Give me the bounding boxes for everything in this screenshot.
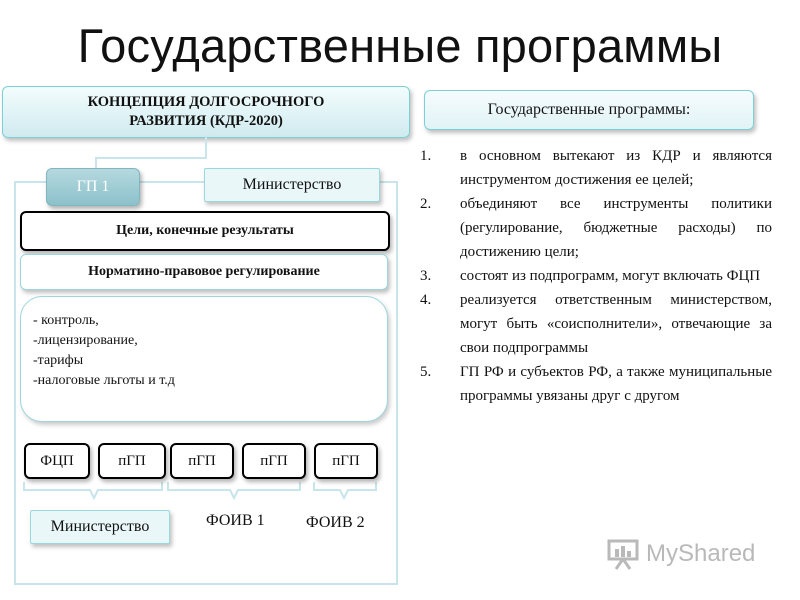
tools-item: -налоговые льготы и т.д (33, 373, 175, 388)
subprogram-fcp: ФЦП (24, 443, 90, 479)
point-text: объединяют все инструменты политики (регулирование, бюджетные расходы) по достижению цели; (460, 196, 772, 260)
subprogram-pgp-1: пГП (98, 443, 166, 479)
concept-line-2: РАЗВИТИЯ (КДР-2020) (129, 113, 283, 129)
ministry-bottom-label: Министерство (30, 510, 170, 544)
foiv-2-label: ФОИВ 2 (306, 514, 365, 531)
concept-connector (96, 136, 206, 168)
tools-list (33, 311, 175, 391)
goals-box: Цели, конечные результаты (20, 211, 390, 251)
tools-box (20, 296, 388, 422)
watermark (606, 536, 755, 572)
point-text: ГП РФ и субъектов РФ, а также муниципальные программы увязаны друг с другом (460, 364, 772, 404)
tools-item: - контроль, (33, 313, 99, 328)
point-text: в основном вытекают из КДР и являются инструментом достижения ее целей; (460, 148, 772, 188)
point-number: 2. (420, 196, 432, 212)
point-item (420, 360, 772, 408)
point-item (420, 192, 772, 264)
gp-header-box: Государственные программы: (424, 90, 754, 130)
normative-box: Норматино-правовое регулирование (20, 254, 388, 290)
concept-line-1: КОНЦЕПЦИЯ ДОЛГОСРОЧНОГО (87, 94, 325, 110)
slide-title: Государственные программы (77, 19, 723, 72)
foiv-1-label: ФОИВ 1 (206, 512, 265, 529)
tools-item: -тарифы (33, 353, 84, 368)
subprogram-pgp-3: пГП (242, 443, 306, 479)
point-item (420, 144, 772, 192)
points-list (420, 144, 772, 408)
watermark-text: MyShared (646, 540, 756, 567)
ministry-top-label: Министерство (204, 168, 380, 202)
subprogram-pgp-2: пГП (170, 443, 234, 479)
point-item (420, 288, 772, 360)
point-number: 3. (420, 268, 432, 284)
point-text: состоят из подпрограмм, могут включать ФЦП (460, 268, 761, 284)
point-number: 5. (420, 364, 432, 380)
point-text: реализуется ответственным министерством, могут быть «соисполнители», отвечающие за свои подпрограммы (460, 292, 772, 356)
point-number: 4. (420, 292, 432, 308)
subprogram-pgp-4: пГП (314, 443, 378, 479)
concept-box (2, 86, 410, 138)
point-number: 1. (420, 148, 432, 164)
tools-item: -лицензирование, (33, 333, 138, 348)
point-item (420, 264, 772, 288)
presentation-board-icon (606, 537, 640, 571)
gp1-tab: ГП 1 (46, 168, 140, 206)
